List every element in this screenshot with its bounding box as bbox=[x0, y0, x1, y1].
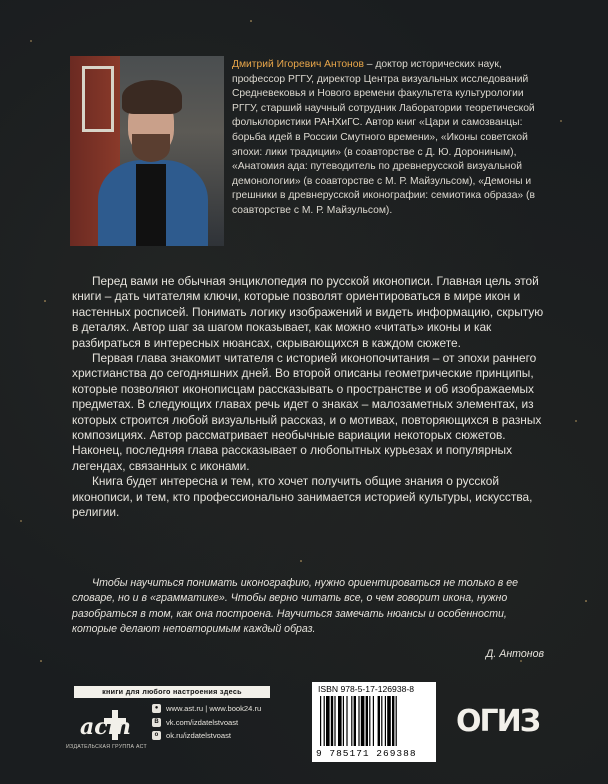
barcode-digits: 9 785171 269388 bbox=[316, 748, 417, 759]
publisher-caption: ИЗДАТЕЛЬСКАЯ ГРУППА АСТ bbox=[66, 744, 147, 750]
ogiz-logo-text: ОГИЗ bbox=[456, 704, 540, 739]
vk-icon: B bbox=[152, 718, 161, 727]
ok-icon: o bbox=[152, 731, 161, 740]
isbn-barcode bbox=[312, 682, 436, 762]
link-vk[interactable]: B vk.com/izdatelstvoast bbox=[152, 716, 261, 730]
barcode-bars bbox=[318, 696, 430, 748]
ogiz-imprint-logo bbox=[456, 700, 546, 740]
description-paragraph-2: Первая глава знакомит читателя с историей иконопочитания – от эпохи раннего христианства до сегодняшних дней. Во второй описаны геометрические принципы, которые позволяют иконописцам рассказывать о пространстве и об изображаемых предметах. В следующих главах речь идет о знаках – малозаметных элементах, из которых строится любой визуальный рассказ, и о мотивах, повторяющихся в разных композициях. Автор рассматривает необычные вариации некоторых сюжетов. Наконец, последняя глава рассказывает о любопытных курьезах и популярных легендах, связанных с иконами. bbox=[72, 351, 542, 473]
quote-signature: Д. Антонов bbox=[485, 648, 544, 660]
description-paragraph-1: Перед вами не обычная энциклопедия по русской иконописи. Главная цель этой книги – дать читателям ключи, которые позволят ориентироваться в мире икон и настенных росписей. Понимать логику изображений и видеть информацию, скрытую в деталях. Автор шаг за шагом показывает, как можно «читать» иконы и как разбираться в интересных нюансах, скрывающихся в каждом сюжете. bbox=[72, 274, 544, 350]
author-quote: Чтобы научиться понимать иконографию, нужно ориентироваться не только в ее словаре, но и в «грамматике». Чтобы верно читать все, о чем говорит икона, нужно разобраться в том, как она построена. Научиться замечать нюансы и особенности, которые делают неповторимым каждый образ. bbox=[72, 577, 519, 636]
publisher-links bbox=[152, 702, 261, 743]
ast-logo-letters: аст bbox=[80, 714, 131, 740]
author-bio bbox=[232, 58, 548, 219]
description-paragraph-3: Книга будет интересна и тем, кто хочет получить общие знания о русской иконописи, и тем, кто профессионально занимается историей культуры, искусства, религии. bbox=[72, 474, 533, 520]
book-description bbox=[72, 274, 546, 521]
author-bio-text: – доктор исторических наук, профессор РГГУ, директор Центра визуальных исследований Средневековья и Нового времени факультета культурологии РГГУ, старший научный сотрудник Лаборатории теоретической фольклористики РАНХиГС. Автор книг «Цари и самозванцы: борьба идей в России Смутного времени», «Иконы советской эпохи: лики традиции» (в соавторстве с Д. Ю. Дорониным), «Анатомия ада: путеводитель по древнерусской визуальной демонологии» (в соавторстве с М. Р. Майзульсом), «Демоны и грешники в древнерусской иконографии: семиотика образа» (в соавторстве с М. Р. Майзульсом). bbox=[232, 59, 535, 216]
ast-publisher-logo bbox=[78, 706, 130, 744]
author-name: Дмитрий Игоревич Антонов bbox=[232, 59, 364, 70]
link-ok[interactable]: o ok.ru/izdatelstvoast bbox=[152, 729, 261, 743]
slogan-banner: книги для любого настроения здесь bbox=[74, 686, 270, 698]
isbn-label: ISBN 978-5-17-126938-8 bbox=[318, 684, 415, 694]
author-photo bbox=[70, 56, 224, 246]
globe-icon: ● bbox=[152, 704, 161, 713]
link-website[interactable]: ● www.ast.ru | www.book24.ru bbox=[152, 702, 261, 716]
